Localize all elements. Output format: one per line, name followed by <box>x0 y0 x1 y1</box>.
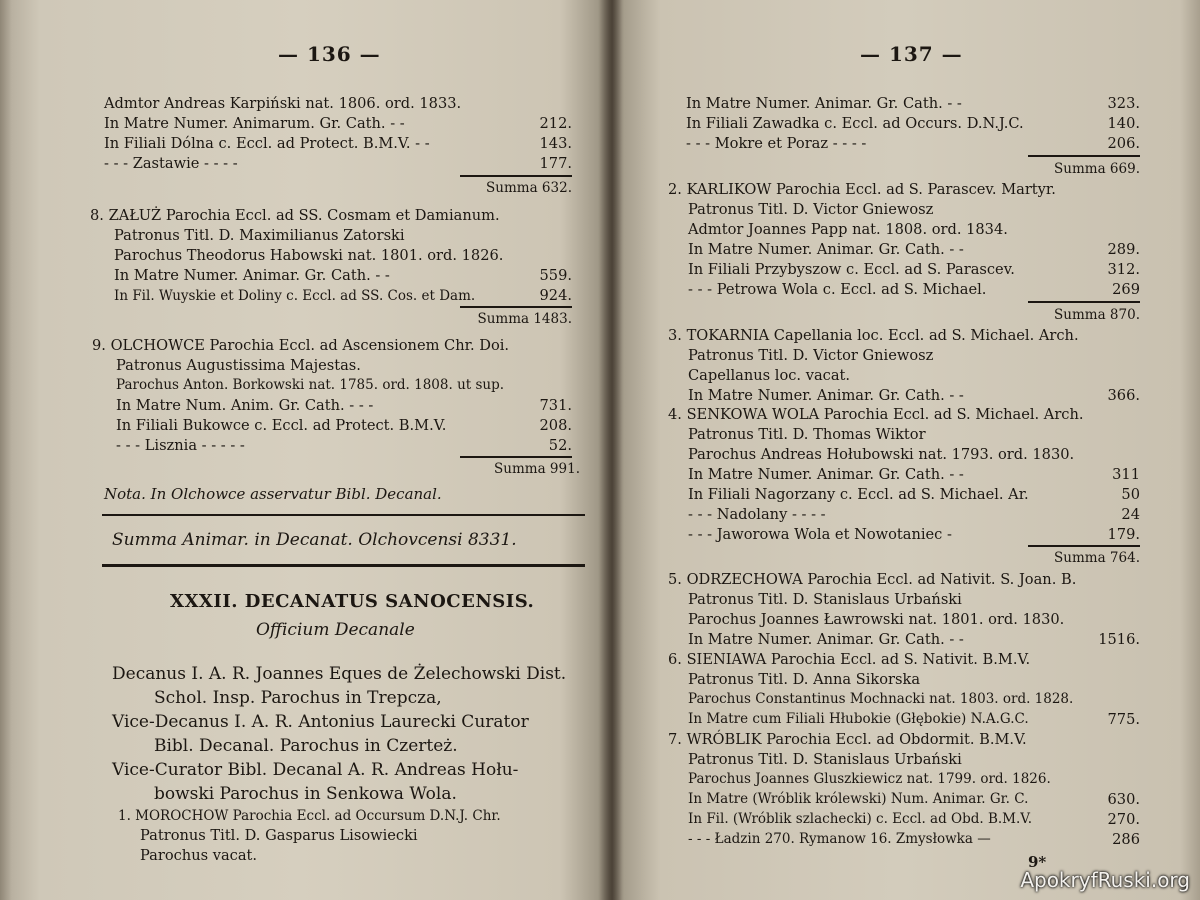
page-number-right: — 137 — <box>860 42 963 66</box>
count-value: 289. <box>1107 241 1140 258</box>
count-value: 323. <box>1107 95 1140 112</box>
nota-line: Nota. In Olchowce asservatur Bibl. Decanal. <box>104 485 442 503</box>
text-line: In Matre Numer. Animar. Gr. Cath. - - <box>114 267 390 284</box>
count-value: 50 <box>1121 486 1140 503</box>
sum-rule <box>460 456 572 458</box>
text-line: 5. ODRZECHOWA Parochia Eccl. ad Nativit. S. Joan. B. <box>668 571 1077 588</box>
text-line: In Matre (Wróblik królewski) Num. Animar. Gr. C. <box>688 791 1029 807</box>
text-line: In Matre Numer. Animarum. Gr. Cath. - - <box>104 115 405 132</box>
count-value: 311 <box>1112 466 1140 483</box>
count-value: 366. <box>1107 387 1140 404</box>
text-line: In Filiali Nagorzany c. Eccl. ad S. Michael. Ar. <box>688 486 1029 503</box>
office-line: Vice-Curator Bibl. Decanal A. R. Andreas Hołu- <box>112 760 519 780</box>
count-value: 775. <box>1107 711 1140 728</box>
summa-decanat: Summa Animar. in Decanat. Olchovcensi 8331. <box>112 530 517 550</box>
summa-total: Summa 1483. <box>477 311 572 327</box>
text-line: - - - Jaworowa Wola et Nowotaniec - <box>688 526 952 543</box>
book-gutter <box>598 0 624 900</box>
office-line: bowski Parochus in Senkowa Wola. <box>154 784 457 804</box>
text-line: 9. OLCHOWCE Parochia Eccl. ad Ascensionem Chr. Doi. <box>92 337 510 354</box>
text-line: Patronus Titl. D. Gasparus Lisowiecki <box>140 827 418 844</box>
text-line: Patronus Titl. D. Maximilianus Zatorski <box>114 227 405 244</box>
summa-total: Summa 632. <box>486 180 572 196</box>
text-line: 6. SIENIAWA Parochia Eccl. ad S. Nativit. B.M.V. <box>668 651 1031 668</box>
count-value: 140. <box>1107 115 1140 132</box>
count-value: 270. <box>1107 811 1140 828</box>
page-number-left: — 136 — <box>278 42 381 66</box>
sum-rule <box>1028 545 1140 547</box>
text-line: Admtor Andreas Karpiński nat. 1806. ord. 1833. <box>104 95 462 112</box>
text-line: Patronus Titl. D. Stanislaus Urbański <box>688 751 962 768</box>
divider-rule <box>102 564 585 567</box>
count-value: 630. <box>1107 791 1140 808</box>
text-line: 1. MOROCHOW Parochia Eccl. ad Occursum D.N.J. Chr. <box>118 808 501 824</box>
sum-rule <box>460 306 572 308</box>
count-value: 177. <box>539 155 572 172</box>
text-line: In Filiali Dólna c. Eccl. ad Protect. B.M.V. - - <box>104 135 430 152</box>
text-line: In Matre Num. Anim. Gr. Cath. - - - <box>116 397 374 414</box>
summa-total: Summa 870. <box>1054 307 1140 323</box>
text-line: In Matre cum Filiali Hłubokie (Głębokie) N.A.G.C. <box>688 711 1029 727</box>
decanatus-title: XXXII. DECANATUS SANOCENSIS. <box>170 591 535 612</box>
count-value: 206. <box>1107 135 1140 152</box>
text-line: Admtor Joannes Papp nat. 1808. ord. 1834. <box>688 221 1008 238</box>
summa-total: Summa 991. <box>494 461 580 477</box>
text-line: In Matre Numer. Animar. Gr. Cath. - - <box>688 241 964 258</box>
count-value: 312. <box>1107 261 1140 278</box>
officium-heading: Officium Decanale <box>256 620 415 640</box>
count-value: 179. <box>1107 526 1140 543</box>
text-line: In Fil. (Wróblik szlachecki) c. Eccl. ad Obd. B.M.V. <box>688 811 1032 827</box>
count-value: 269 <box>1112 281 1140 298</box>
text-line: Patronus Augustissima Majestas. <box>116 357 361 374</box>
sum-rule <box>1028 155 1140 157</box>
count-value: 24 <box>1121 506 1140 523</box>
text-line: In Matre Numer. Animar. Gr. Cath. - - <box>688 631 964 648</box>
text-line: 3. TOKARNIA Capellania loc. Eccl. ad S. Michael. Arch. <box>668 327 1079 344</box>
count-value: 143. <box>539 135 572 152</box>
count-value: 924. <box>539 287 572 304</box>
text-line: In Matre Numer. Animar. Gr. Cath. - - <box>686 95 962 112</box>
summa-total: Summa 669. <box>1054 161 1140 177</box>
count-value: 208. <box>539 417 572 434</box>
sum-rule <box>460 175 572 177</box>
office-line: Vice-Decanus I. A. R. Antonius Laurecki Curator <box>112 712 529 732</box>
text-line: 7. WRÓBLIK Parochia Eccl. ad Obdormit. B.M.V. <box>668 731 1027 748</box>
office-line: Schol. Insp. Parochus in Trepcza, <box>154 688 442 708</box>
text-line: In Filiali Bukowce c. Eccl. ad Protect. B.M.V. <box>116 417 447 434</box>
office-line: Bibl. Decanal. Parochus in Czerteż. <box>154 736 458 756</box>
text-line: Parochus Joannes Gluszkiewicz nat. 1799. ord. 1826. <box>688 771 1051 787</box>
text-line: 8. ZAŁUŻ Parochia Eccl. ad SS. Cosmam et Damianum. <box>90 207 500 224</box>
text-line: Patronus Titl. D. Victor Gniewosz <box>688 347 934 364</box>
watermark: ApokryfRuski.org <box>1020 868 1190 892</box>
text-line: Parochus Anton. Borkowski nat. 1785. ord. 1808. ut sup. <box>116 377 505 393</box>
text-line: Capellanus loc. vacat. <box>688 367 851 384</box>
text-line: Parochus Andreas Hołubowski nat. 1793. ord. 1830. <box>688 446 1075 463</box>
text-line: Patronus Titl. D. Stanislaus Urbański <box>688 591 962 608</box>
text-line: Patronus Titl. D. Anna Sikorska <box>688 671 921 688</box>
count-value: 731. <box>539 397 572 414</box>
summa-total: Summa 764. <box>1054 550 1140 566</box>
sum-rule <box>1028 301 1140 303</box>
text-line: - - - Mokre et Poraz - - - - <box>686 135 867 152</box>
text-line: In Filiali Zawadka c. Eccl. ad Occurs. D.N.J.C. <box>686 115 1024 132</box>
signature-mark: 9* <box>1028 853 1047 871</box>
text-line: - - - Petrowa Wola c. Eccl. ad S. Michael. <box>688 281 987 298</box>
text-line: In Fil. Wuyskie et Doliny c. Eccl. ad SS. Cos. et Dam. <box>114 288 476 304</box>
text-line: - - - Lisznia - - - - - <box>116 437 245 454</box>
office-line: Decanus I. A. R. Joannes Eques de Żelechowski Dist. <box>112 664 567 684</box>
left-page <box>60 0 595 900</box>
text-line: - - - Zastawie - - - - <box>104 155 238 172</box>
count-value: 1516. <box>1098 631 1140 648</box>
text-line: 4. SENKOWA WOLA Parochia Eccl. ad S. Michael. Arch. <box>668 406 1084 423</box>
text-line: Parochus Joannes Ławrowski nat. 1801. ord. 1830. <box>688 611 1065 628</box>
text-line: - - - Nadolany - - - - <box>688 506 826 523</box>
text-line: In Matre Numer. Animar. Gr. Cath. - - <box>688 466 964 483</box>
count-value: 559. <box>539 267 572 284</box>
right-page <box>628 0 1183 900</box>
divider-rule <box>102 514 585 516</box>
count-value: 212. <box>539 115 572 132</box>
text-line: Patronus Titl. D. Victor Gniewosz <box>688 201 934 218</box>
text-line: In Filiali Przybyszow c. Eccl. ad S. Parascev. <box>688 261 1015 278</box>
text-line: Parochus Theodorus Habowski nat. 1801. ord. 1826. <box>114 247 504 264</box>
text-line: Patronus Titl. D. Thomas Wiktor <box>688 426 926 443</box>
text-line: In Matre Numer. Animar. Gr. Cath. - - <box>688 387 964 404</box>
text-line: Parochus vacat. <box>140 847 258 864</box>
text-line: Parochus Constantinus Mochnacki nat. 1803. ord. 1828. <box>688 691 1074 707</box>
count-value: 52. <box>548 437 572 454</box>
text-line: - - - Ładzin 270. Rymanow 16. Zmysłowka — <box>688 831 991 847</box>
text-line: 2. KARLIKOW Parochia Eccl. ad S. Parascev. Martyr. <box>668 181 1056 198</box>
count-value: 286 <box>1112 831 1140 848</box>
